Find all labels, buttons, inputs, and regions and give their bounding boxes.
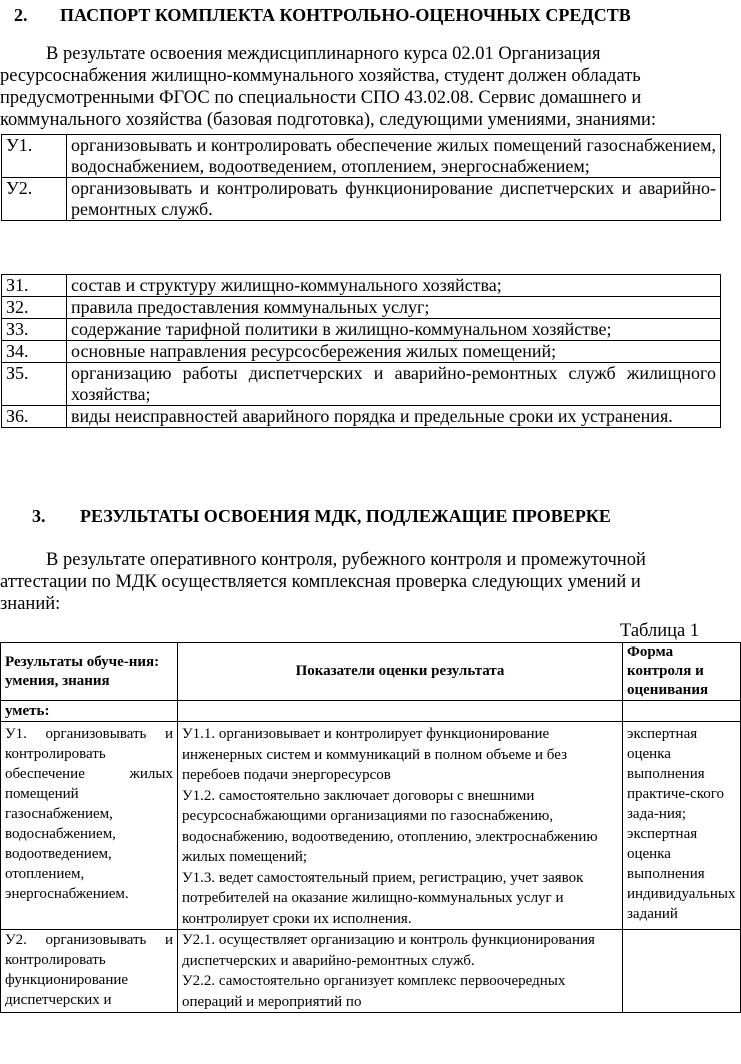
skill-code: У2. [2, 178, 67, 221]
result-cell: У2. организовывать и контролировать функционирование диспетчерских и [1, 930, 178, 1013]
section-2-intro [0, 43, 704, 131]
indicator-item: У1.2. самостоятельно заключает договоры с внешними ресурсоснабжающими организациями по газоснабжению, водоснабжению, водоотведению, отоплению, электроснабжению жилых помещений; [182, 787, 598, 865]
table-row [2, 363, 721, 406]
intro-line: коммунального хозяйства (базовая подготовка), следующими умениями, знаниями: [0, 110, 657, 130]
header-row [1, 643, 741, 701]
skills-table [1, 134, 721, 221]
indicator-item: У1.1. организовывает и контролирует функционирование инженерных систем и коммуникаций в полном объеме и без перебоев подачи энергоресурсов [182, 726, 568, 783]
knowledge-text: основные направления ресурсосбережения жилых помещений; [67, 341, 721, 363]
table-row [2, 135, 721, 178]
table-row [1, 930, 741, 1013]
table-row [2, 297, 721, 319]
result-cell: У1. организовывать и контролировать обеспечение жилых помещений газоснабжением, водоснабжением, водоотведением, отоплением, энергоснабжением. [1, 722, 178, 930]
knowledge-code: З1. [2, 275, 67, 297]
intro-line: В результате освоения междисциплинарного курса 02.01 Организация [46, 44, 601, 64]
empty-cell [623, 701, 741, 722]
empty-cell [178, 701, 623, 722]
header-indicators: Показатели оценки результата [178, 643, 623, 701]
indicator-item: У2.2. самостоятельно организует комплекс первоочередных операций и мероприятий по [182, 973, 566, 1010]
knowledge-code: З4. [2, 341, 67, 363]
knowledge-code: З5. [2, 363, 67, 406]
group-row [1, 701, 741, 722]
intro-line: аттестации по МДК осуществляется комплексная проверка следующих умений и [0, 572, 641, 592]
section-2-number: 2. [14, 5, 28, 25]
table-row [2, 406, 721, 428]
form-cell: экспертная оценка выполнения практиче-ского зада-ния; экспертная оценка выполнения индивидуальных заданий [623, 722, 741, 930]
knowledge-text: содержание тарифной политики в жилищно-коммунальном хозяйстве; [67, 319, 721, 341]
knowledge-text: виды неисправностей аварийного порядка и предельные сроки их устранения. [67, 406, 721, 428]
table-label: Таблица 1 [620, 621, 700, 641]
knowledge-code: З3. [2, 319, 67, 341]
section-3-intro [0, 549, 704, 615]
indicator-item: У1.3. ведет самостоятельный прием, регистрацию, учет заявок потребителей на оказание жилищно-коммунальных услуг и контролирует сроки их исполнения. [182, 869, 584, 927]
intro-line: В результате оперативного контроля, рубежного контроля и промежуточной [46, 550, 646, 570]
section-3-title: РЕЗУЛЬТАТЫ ОСВОЕНИЯ МДК, ПОДЛЕЖАЩИЕ ПРОВЕРКЕ [80, 506, 611, 526]
intro-line: знаний: [0, 594, 61, 614]
table-row [1, 722, 741, 930]
table-row [2, 275, 721, 297]
table-row [2, 319, 721, 341]
header-form: Форма контроля и оценивания [623, 643, 741, 701]
group-label: уметь: [1, 701, 178, 722]
skill-text: организовывать и контролировать обеспечение жилых помещений газоснабжением, водоснабжением, водоотведением, отоплением, энергоснабжением; [67, 135, 721, 178]
knowledge-text: состав и структуру жилищно-коммунального хозяйства; [67, 275, 721, 297]
form-cell [623, 930, 741, 1013]
indicator-cell [178, 722, 623, 930]
results-table [0, 642, 741, 1013]
skill-text: организовывать и контролировать функционирование диспетчерских и аварийно-ремонтных служб. [67, 178, 721, 221]
knowledge-text: организацию работы диспетчерских и аварийно-ремонтных служб жилищного хозяйства; [67, 363, 721, 406]
skill-code: У1. [2, 135, 67, 178]
section-3-number: 3. [32, 506, 46, 526]
knowledge-text: правила предоставления коммунальных услуг; [67, 297, 721, 319]
intro-line: предусмотренными ФГОС по специальности СПО 43.02.08. Сервис домашнего и [0, 88, 642, 108]
table-row [2, 178, 721, 221]
indicator-item: У2.1. осуществляет организацию и контроль функционирования диспетчерских и аварийно-ремонтных служб. [182, 932, 595, 969]
header-results: Результаты обуче-ния: умения, знания [1, 643, 178, 701]
table-row [2, 341, 721, 363]
section-2-title: ПАСПОРТ КОМПЛЕКТА КОНТРОЛЬНО-ОЦЕНОЧНЫХ СРЕДСТВ [60, 5, 631, 25]
indicator-cell [178, 930, 623, 1013]
intro-line: ресурсоснабжения жилищно-коммунального хозяйства, студент должен обладать [0, 66, 641, 86]
knowledge-code: З2. [2, 297, 67, 319]
knowledge-code: З6. [2, 406, 67, 428]
knowledge-table [1, 274, 721, 428]
